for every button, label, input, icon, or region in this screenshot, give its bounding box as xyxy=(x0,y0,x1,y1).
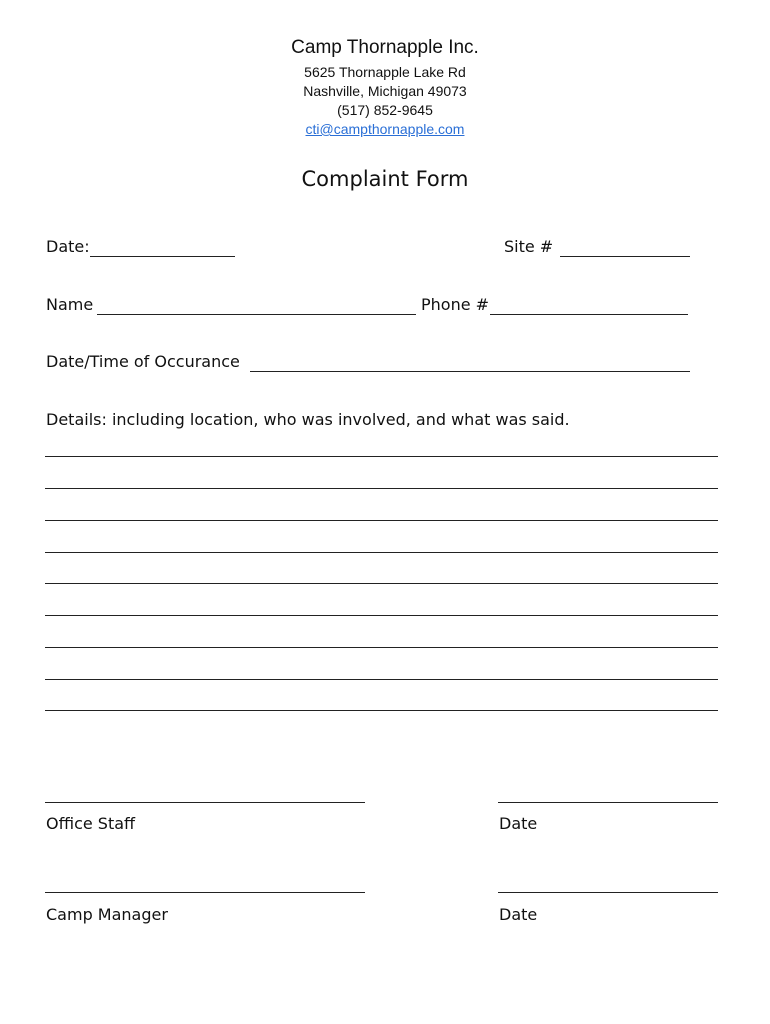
details-line[interactable] xyxy=(45,647,718,648)
site-field[interactable] xyxy=(560,256,690,257)
phone-field[interactable] xyxy=(490,314,688,315)
details-line[interactable] xyxy=(45,520,718,521)
name-label: Name xyxy=(46,295,94,314)
details-line[interactable] xyxy=(45,456,718,457)
details-label: Details: including location, who was involved, and what was said. xyxy=(46,410,570,429)
office-staff-signature-line[interactable] xyxy=(45,802,365,803)
details-line[interactable] xyxy=(45,552,718,553)
company-name: Camp Thornapple Inc. xyxy=(291,37,479,58)
phone-number: (517) 852-9645 xyxy=(337,102,433,118)
camp-manager-label: Camp Manager xyxy=(46,905,168,924)
details-line[interactable] xyxy=(45,679,718,680)
email-link[interactable]: cti@campthornapple.com xyxy=(305,121,465,137)
address-line-1: 5625 Thornapple Lake Rd xyxy=(304,64,466,80)
details-line[interactable] xyxy=(45,710,718,711)
site-label: Site # xyxy=(504,237,554,256)
camp-manager-signature-line[interactable] xyxy=(45,892,365,893)
date-label-2: Date xyxy=(499,905,538,924)
camp-manager-date-line[interactable] xyxy=(498,892,718,893)
details-line[interactable] xyxy=(45,615,718,616)
form-title: Complaint Form xyxy=(301,167,469,191)
address-line-2: Nashville, Michigan 49073 xyxy=(303,83,467,99)
office-staff-label: Office Staff xyxy=(46,814,136,833)
phone-label: Phone # xyxy=(421,295,490,314)
date-label-1: Date xyxy=(499,814,538,833)
date-field[interactable] xyxy=(90,256,235,257)
details-line[interactable] xyxy=(45,583,718,584)
occurrence-label: Date/Time of Occurance xyxy=(46,352,240,371)
office-staff-date-line[interactable] xyxy=(498,802,718,803)
occurrence-field[interactable] xyxy=(250,371,690,372)
name-field[interactable] xyxy=(97,314,416,315)
date-label: Date: xyxy=(46,237,90,256)
details-line[interactable] xyxy=(45,488,718,489)
